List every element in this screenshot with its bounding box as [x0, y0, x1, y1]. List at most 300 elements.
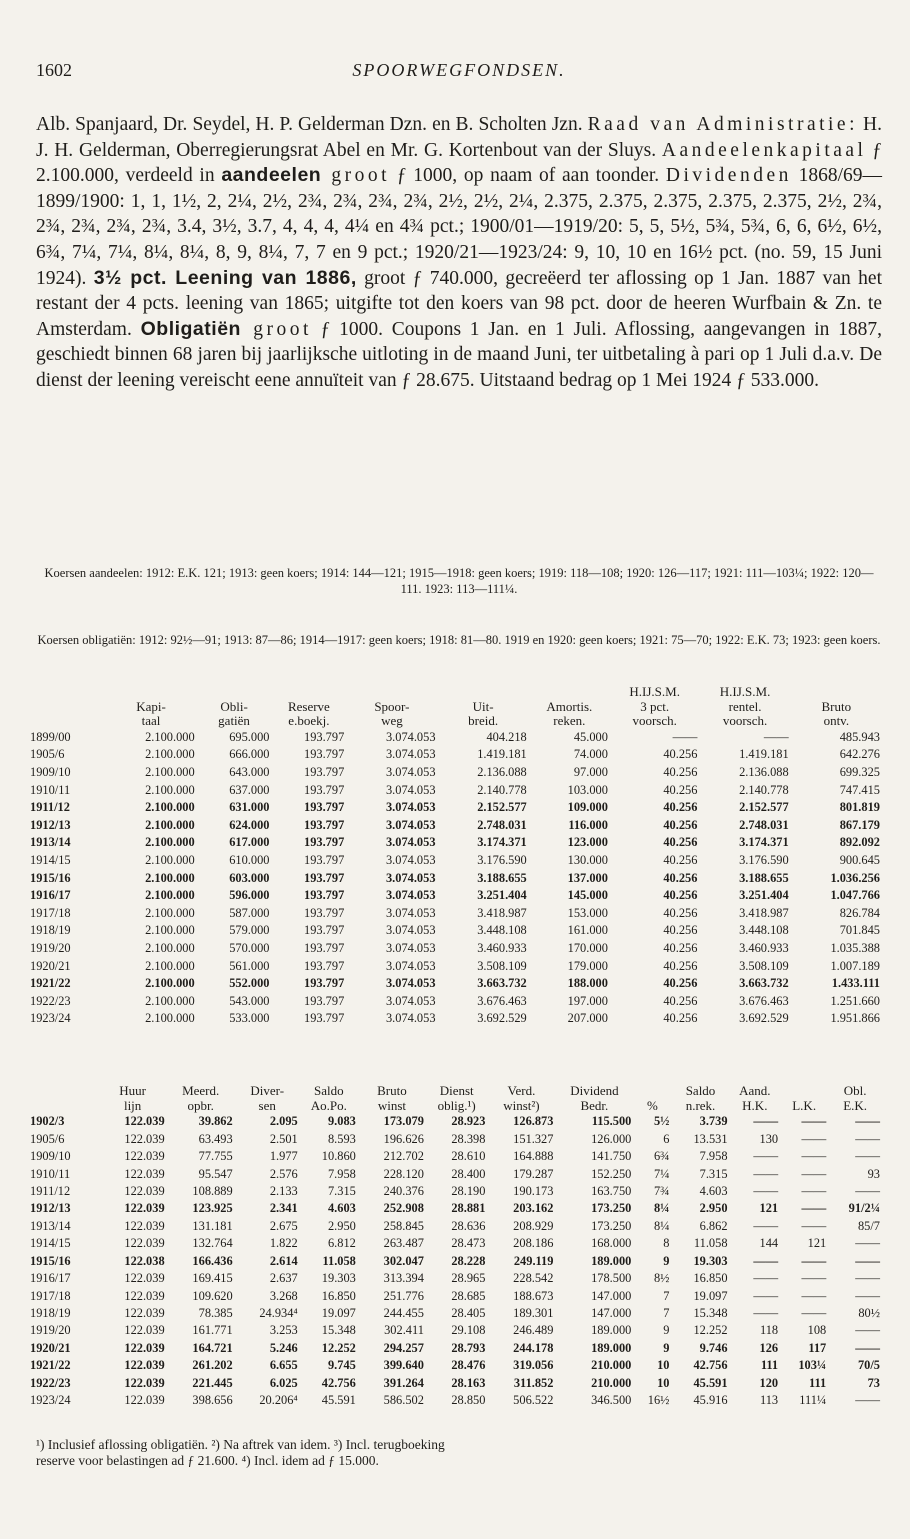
table-cell: 7¼ [653, 1166, 670, 1181]
table-cell: —— [753, 1149, 779, 1164]
table-cell: 3.448.108 [477, 923, 527, 938]
table-cell: 2.576 [269, 1166, 298, 1181]
table-cell: 8¼ [653, 1218, 670, 1233]
table-cell: 29.108 [451, 1323, 486, 1338]
results-table [30, 1083, 882, 1409]
table-cell: —— [801, 1218, 827, 1233]
table-cell: 313.394 [383, 1271, 424, 1286]
column-header: L.K. [792, 1098, 817, 1113]
table-cell: 20.206⁴ [259, 1393, 298, 1408]
table-cell: 193.797 [304, 729, 345, 744]
table-cell: 2.341 [269, 1201, 298, 1216]
table-row [30, 1148, 882, 1165]
table-cell: 122.039 [124, 1375, 165, 1390]
table-cell: 2.100.000 [145, 800, 195, 815]
table-cell: —— [855, 1183, 880, 1198]
table-cell: 70/5 [857, 1358, 880, 1373]
table-cell: 2.100.000 [145, 729, 195, 744]
table-cell: 28.881 [451, 1201, 486, 1216]
table-row [30, 1113, 882, 1130]
table-cell: 399.640 [383, 1358, 424, 1373]
year-cell: 1920/21 [30, 1340, 71, 1355]
body-paragraph [36, 112, 882, 394]
bond-quotes: Koersen obligatiën: 1912: 92½—91; 1913: 87—86; 1914—1917: geen koers; 1918: 81—80. 1919 en 1920: geen koers; 1921: 75—70; 1922: E.K. 73; 1923: geen koers. [37, 633, 881, 647]
kapitaal-label: Aandeelenkapitaal [661, 139, 867, 161]
table-cell: 252.908 [383, 1201, 424, 1216]
table-cell: 263.487 [383, 1236, 424, 1251]
table-cell: 244.455 [383, 1306, 424, 1321]
table-cell: 40.256 [663, 747, 698, 762]
table-cell: 78.385 [198, 1306, 233, 1321]
table-cell: 2.100.000 [145, 888, 195, 903]
table-cell: 40.256 [663, 782, 698, 797]
year-cell: 1912/13 [30, 1201, 71, 1216]
table-body [30, 729, 882, 1028]
table-cell: 1.251.660 [830, 993, 880, 1008]
table-cell: 28.850 [451, 1393, 486, 1408]
table-cell: 19.303 [693, 1253, 728, 1268]
table-cell: 9.083 [327, 1114, 356, 1129]
column-header [30, 685, 105, 729]
table-cell: 1.007.189 [830, 958, 880, 973]
table-cell: 122.039 [124, 1114, 165, 1129]
year-cell: 1911/12 [30, 1183, 71, 1198]
obligatien-label: Obligatiën [140, 317, 241, 340]
table-cell: 7¾ [653, 1183, 670, 1198]
table-cell: 637.000 [229, 782, 270, 797]
table-cell: 3.174.371 [477, 835, 527, 850]
table-cell: 1.035.388 [830, 940, 880, 955]
table-cell: —— [855, 1149, 880, 1164]
table-cell: 193.797 [304, 852, 345, 867]
table-cell: 3.663.732 [477, 976, 527, 991]
year-cell: 1914/15 [30, 852, 71, 867]
table-header-row [30, 685, 882, 729]
table-cell: —— [753, 1166, 779, 1181]
table-cell: 40.256 [663, 817, 698, 832]
table-row [30, 869, 882, 887]
table-cell: 137.000 [567, 870, 608, 885]
column-header: Obl. E.K. [843, 1083, 868, 1113]
table-cell: 9 [663, 1323, 670, 1338]
table-cell: 193.797 [304, 923, 345, 938]
table-cell: 543.000 [229, 993, 270, 1008]
table-cell: 12.252 [321, 1340, 356, 1355]
table-cell: 3.176.590 [739, 852, 789, 867]
table-cell: 117 [808, 1340, 827, 1355]
table-cell: —— [855, 1323, 880, 1338]
company-description [36, 112, 882, 394]
table-cell: 2.133 [269, 1183, 298, 1198]
year-cell: 1915/16 [30, 870, 71, 885]
table-cell: 3.418.987 [477, 905, 527, 920]
table-row [30, 746, 882, 764]
table-cell: 95.547 [198, 1166, 233, 1181]
column-header: Amortis. reken. [546, 698, 593, 728]
table-cell: 624.000 [229, 817, 270, 832]
table-row [30, 1270, 882, 1287]
table-cell: 3.676.463 [477, 993, 527, 1008]
table-cell: —— [855, 1131, 880, 1146]
year-cell: 1913/14 [30, 835, 71, 850]
table-cell: 40.256 [663, 764, 698, 779]
groot-word: groot [356, 267, 406, 289]
table-cell: 19.097 [321, 1306, 356, 1321]
table-cell: 40.256 [663, 976, 698, 991]
table-cell: 188.000 [567, 976, 608, 991]
table-row [30, 957, 882, 975]
table-cell: 122.039 [124, 1131, 165, 1146]
table-cell: 122.039 [124, 1236, 165, 1251]
table-cell: 294.257 [383, 1340, 424, 1355]
year-cell: 1905/6 [30, 747, 65, 762]
dividenden-label: Dividenden [665, 165, 792, 187]
table-cell: 9 [663, 1253, 670, 1268]
table-cell: 258.845 [383, 1218, 424, 1233]
table-cell: 7.958 [699, 1149, 728, 1164]
table-cell: 111 [760, 1358, 779, 1373]
table-cell: 8½ [653, 1271, 670, 1286]
table-cell: 867.179 [839, 817, 880, 832]
table-cell: 631.000 [229, 800, 270, 815]
table-cell: —— [801, 1131, 827, 1146]
table-cell: 207.000 [567, 1011, 608, 1026]
table-cell: 3.739 [699, 1114, 728, 1129]
table-cell: 3.074.053 [385, 729, 436, 744]
footnote-line: ¹) Inclusief aflossing obligatiën. ²) Na aftrek van idem. ³) Incl. terugboeking [36, 1437, 445, 1452]
table-cell: 122.039 [124, 1358, 165, 1373]
table-cell: 123.925 [192, 1201, 233, 1216]
table-cell: 7.958 [327, 1166, 356, 1181]
groot-word: groot [321, 165, 391, 187]
table-cell: 9.746 [699, 1340, 728, 1355]
table-cell: —— [753, 1218, 779, 1233]
table-cell: —— [753, 1288, 779, 1303]
table-cell: 346.500 [591, 1393, 632, 1408]
table-cell: 10 [657, 1375, 670, 1390]
table-cell: 2.100.000 [145, 870, 195, 885]
table-cell: 122.039 [124, 1323, 165, 1338]
year-cell: 1899/00 [30, 729, 71, 744]
balance-table [30, 685, 882, 1028]
column-header: Obli- gatiën [218, 698, 250, 728]
table-cell: 11.058 [693, 1236, 728, 1251]
table-row [30, 1357, 882, 1374]
table-cell: 2.950 [699, 1201, 728, 1216]
table-cell: 212.702 [383, 1149, 424, 1164]
table-cell: 189.000 [591, 1253, 632, 1268]
table-cell: 153.000 [567, 905, 608, 920]
year-cell: 1912/13 [30, 817, 71, 832]
table-cell: 15.348 [693, 1306, 728, 1321]
table-cell: 28.923 [451, 1114, 486, 1129]
table-cell: 122.039 [124, 1149, 165, 1164]
footnotes [36, 1437, 882, 1469]
table-row [30, 940, 882, 958]
table-cell: 28.636 [451, 1218, 486, 1233]
table-cell: 40.256 [663, 835, 698, 850]
table-row [30, 781, 882, 799]
table-cell: 3.074.053 [385, 800, 436, 815]
table-row [30, 816, 882, 834]
table-cell: —— [801, 1201, 827, 1216]
table-cell: 3.448.108 [739, 923, 789, 938]
year-cell: 1915/16 [30, 1253, 71, 1268]
year-cell: 1916/17 [30, 888, 71, 903]
table-cell: —— [672, 729, 698, 744]
table-cell: 108.889 [192, 1183, 233, 1198]
table-cell: 261.202 [192, 1358, 233, 1373]
table-row [30, 904, 882, 922]
column-header: Dienst oblig.¹) [437, 1083, 476, 1113]
table-cell: 6.655 [269, 1358, 298, 1373]
table-cell: 2.100.000 [145, 958, 195, 973]
year-cell: 1921/22 [30, 976, 71, 991]
table-cell: 118 [759, 1323, 779, 1338]
table-cell: 610.000 [229, 852, 270, 867]
column-header: Saldo n.rek. [685, 1083, 716, 1113]
table-cell: 161.771 [192, 1323, 233, 1338]
table-cell: 40.256 [663, 958, 698, 973]
table-cell: 6 [663, 1131, 670, 1146]
table-cell: 3.074.053 [385, 764, 436, 779]
table-cell: 579.000 [229, 923, 270, 938]
table-cell: 210.000 [591, 1375, 632, 1390]
table-cell: 3.176.590 [477, 852, 527, 867]
table-cell: —— [855, 1114, 880, 1129]
table-cell: 103.000 [567, 782, 608, 797]
table-cell: 28.685 [451, 1288, 486, 1303]
table-cell: 28.400 [451, 1166, 486, 1181]
table-cell: 126.000 [591, 1131, 632, 1146]
table-cell: 747.415 [839, 782, 880, 797]
year-cell: 1909/10 [30, 764, 71, 779]
table-cell: 586.502 [383, 1393, 424, 1408]
table-cell: 3.074.053 [385, 870, 436, 885]
table-cell: 111 [809, 1375, 827, 1390]
table-cell: 93 [867, 1166, 880, 1181]
table-cell: 3.188.655 [477, 870, 527, 885]
table-cell: —— [855, 1340, 880, 1355]
table-cell: 193.797 [304, 764, 345, 779]
column-header: Aand. H.K. [739, 1083, 771, 1113]
table-cell: 892.092 [839, 835, 880, 850]
leening-label: 3½ pct. Leening van 1886, [93, 266, 357, 289]
table-cell: 193.797 [304, 958, 345, 973]
table-cell: —— [753, 1306, 779, 1321]
table-cell: 302.411 [384, 1323, 424, 1338]
aandeelen-text: ƒ 1000, op naam of aan toonder. [390, 165, 666, 187]
table-cell: 208.929 [513, 1218, 554, 1233]
table-cell: 193.797 [304, 782, 345, 797]
table-cell: 163.750 [591, 1183, 632, 1198]
table-cell: 196.626 [383, 1131, 424, 1146]
year-cell: 1913/14 [30, 1218, 71, 1233]
table-cell: 1.047.766 [830, 888, 880, 903]
table-cell: 3.074.053 [385, 923, 436, 938]
table-cell: 178.500 [591, 1271, 632, 1286]
table-cell: 3.074.053 [385, 835, 436, 850]
table-cell: 1.419.181 [477, 747, 527, 762]
table-cell: 63.493 [198, 1131, 233, 1146]
table-cell: 3.663.732 [739, 976, 789, 991]
table-cell: 45.591 [321, 1393, 356, 1408]
aandeelen-label: aandeelen [221, 164, 322, 187]
table-cell: 145.000 [567, 888, 608, 903]
table-cell: 2.100.000 [145, 976, 195, 991]
table-row [30, 834, 882, 852]
year-cell: 1902/3 [30, 1114, 65, 1129]
table-cell: 2.100.000 [145, 905, 195, 920]
table-cell: 6.812 [327, 1236, 356, 1251]
table-cell: 801.819 [839, 800, 880, 815]
column-header [30, 1083, 99, 1113]
table-row [30, 1340, 882, 1357]
column-header: Kapi- taal [136, 698, 166, 728]
table-row [30, 1392, 882, 1409]
table-cell: 190.173 [513, 1183, 554, 1198]
table-cell: 2.637 [269, 1271, 298, 1286]
table-cell: 10 [657, 1358, 670, 1373]
table-cell: 40.256 [663, 923, 698, 938]
table-cell: 40.256 [663, 993, 698, 1008]
table-cell: 6¾ [653, 1149, 670, 1164]
table-cell: 173.250 [591, 1201, 632, 1216]
table-cell: 77.755 [198, 1149, 233, 1164]
table-row [30, 887, 882, 905]
table-cell: 2.501 [269, 1131, 298, 1146]
table-cell: 10.860 [321, 1149, 356, 1164]
table-cell: 3.188.655 [739, 870, 789, 885]
table-cell: 103¼ [798, 1358, 827, 1373]
column-header: H.IJ.S.M. rentel. voorsch. [719, 684, 771, 728]
table-cell: 28.476 [451, 1358, 486, 1373]
table-cell: 193.797 [304, 905, 345, 920]
table-cell: 40.256 [663, 800, 698, 815]
table-cell: 2.100.000 [145, 782, 195, 797]
table-row [30, 1305, 882, 1322]
table-cell: 603.000 [229, 870, 270, 885]
year-cell: 1917/18 [30, 905, 71, 920]
table-cell: 122.039 [124, 1218, 165, 1233]
table-cell: 561.000 [229, 958, 270, 973]
year-cell: 1922/23 [30, 993, 71, 1008]
table-cell: 2.136.088 [739, 764, 789, 779]
table-cell: 169.415 [192, 1271, 233, 1286]
table-cell: 404.218 [486, 729, 527, 744]
table-cell: 28.228 [451, 1253, 486, 1268]
table-cell: —— [753, 1253, 779, 1268]
table-cell: 1.036.256 [830, 870, 880, 885]
table-cell: 13.531 [693, 1131, 728, 1146]
table-cell: 2.748.031 [739, 817, 789, 832]
column-header: Saldo Ao.Po. [310, 1083, 347, 1113]
table-cell: 24.934⁴ [259, 1306, 298, 1321]
year-cell: 1905/6 [30, 1131, 65, 1146]
table-cell: 4.603 [327, 1201, 356, 1216]
table-cell: 193.797 [304, 976, 345, 991]
table-cell: 9.745 [327, 1358, 356, 1373]
table-cell: 131.181 [192, 1218, 233, 1233]
table-cell: 193.797 [304, 800, 345, 815]
table-cell: —— [753, 1271, 779, 1286]
running-title: SPOORWEGFONDSEN. [352, 60, 566, 80]
table-cell: 121 [807, 1236, 827, 1251]
table-row [30, 1165, 882, 1182]
table-cell: —— [801, 1253, 827, 1268]
table-cell: 122.039 [124, 1306, 165, 1321]
table-cell: 4.603 [699, 1183, 728, 1198]
table-cell: 2.100.000 [145, 835, 195, 850]
table-cell: 6.862 [699, 1218, 728, 1233]
table-cell: 73 [867, 1375, 880, 1390]
table-cell: —— [801, 1149, 827, 1164]
table-cell: 1.977 [269, 1149, 298, 1164]
table-cell: 228.542 [513, 1271, 554, 1286]
table-cell: 173.250 [591, 1218, 632, 1233]
table-cell: 391.264 [383, 1375, 424, 1390]
table-cell: 311.852 [513, 1375, 554, 1390]
table-cell: 109.620 [192, 1288, 233, 1303]
table-cell: 193.797 [304, 870, 345, 885]
table-cell: 179.287 [513, 1166, 554, 1181]
table-cell: 3.174.371 [739, 835, 789, 850]
page-header [36, 60, 882, 86]
table-cell: 189.000 [591, 1323, 632, 1338]
table-cell: 2.100.000 [145, 923, 195, 938]
table-cell: 2.100.000 [145, 940, 195, 955]
table-cell: 2.140.778 [477, 782, 527, 797]
table-row [30, 1130, 882, 1147]
table-cell: 617.000 [229, 835, 270, 850]
table-cell: 3.418.987 [739, 905, 789, 920]
table-cell: 3.074.053 [385, 817, 436, 832]
table-cell: 5½ [653, 1114, 670, 1129]
table-cell: 16.850 [321, 1288, 356, 1303]
table-cell: 7.315 [699, 1166, 728, 1181]
year-cell: 1921/22 [30, 1358, 71, 1373]
table-cell: 2.100.000 [145, 747, 195, 762]
table-cell: 122.039 [124, 1166, 165, 1181]
table-cell: 121 [759, 1201, 779, 1216]
table-cell: 116.000 [568, 817, 608, 832]
table-body [30, 1113, 882, 1409]
table-cell: 1.419.181 [739, 747, 789, 762]
table-cell: 552.000 [229, 976, 270, 991]
table-cell: 74.000 [573, 747, 608, 762]
year-cell: 1917/18 [30, 1288, 71, 1303]
table-cell: 113 [759, 1393, 779, 1408]
table-cell: 244.178 [513, 1340, 554, 1355]
table-cell: 3.074.053 [385, 993, 436, 1008]
table-cell: 240.376 [383, 1183, 424, 1198]
table-cell: 19.303 [321, 1271, 356, 1286]
table-cell: 179.000 [567, 958, 608, 973]
table-cell: 164.721 [192, 1340, 233, 1355]
table-row [30, 764, 882, 782]
year-cell: 1911/12 [30, 800, 70, 815]
table-cell: —— [801, 1271, 827, 1286]
table-cell: 3.508.109 [477, 958, 527, 973]
table-cell: 108 [807, 1323, 827, 1338]
column-header: Bruto winst [377, 1083, 407, 1113]
table-cell: 246.489 [513, 1323, 554, 1338]
footnote-line: reserve voor belastingen ad ƒ 21.600. ⁴) Incl. idem ad ƒ 15.000. [36, 1453, 379, 1468]
table-cell: 695.000 [229, 729, 270, 744]
raad-text: H. J. H. Gelderman, Oberregierungsrat Abel en Mr. G. Kortenbout van der Sluys. [36, 114, 883, 161]
table-cell: 122.039 [124, 1288, 165, 1303]
table-cell: 900.645 [839, 852, 880, 867]
